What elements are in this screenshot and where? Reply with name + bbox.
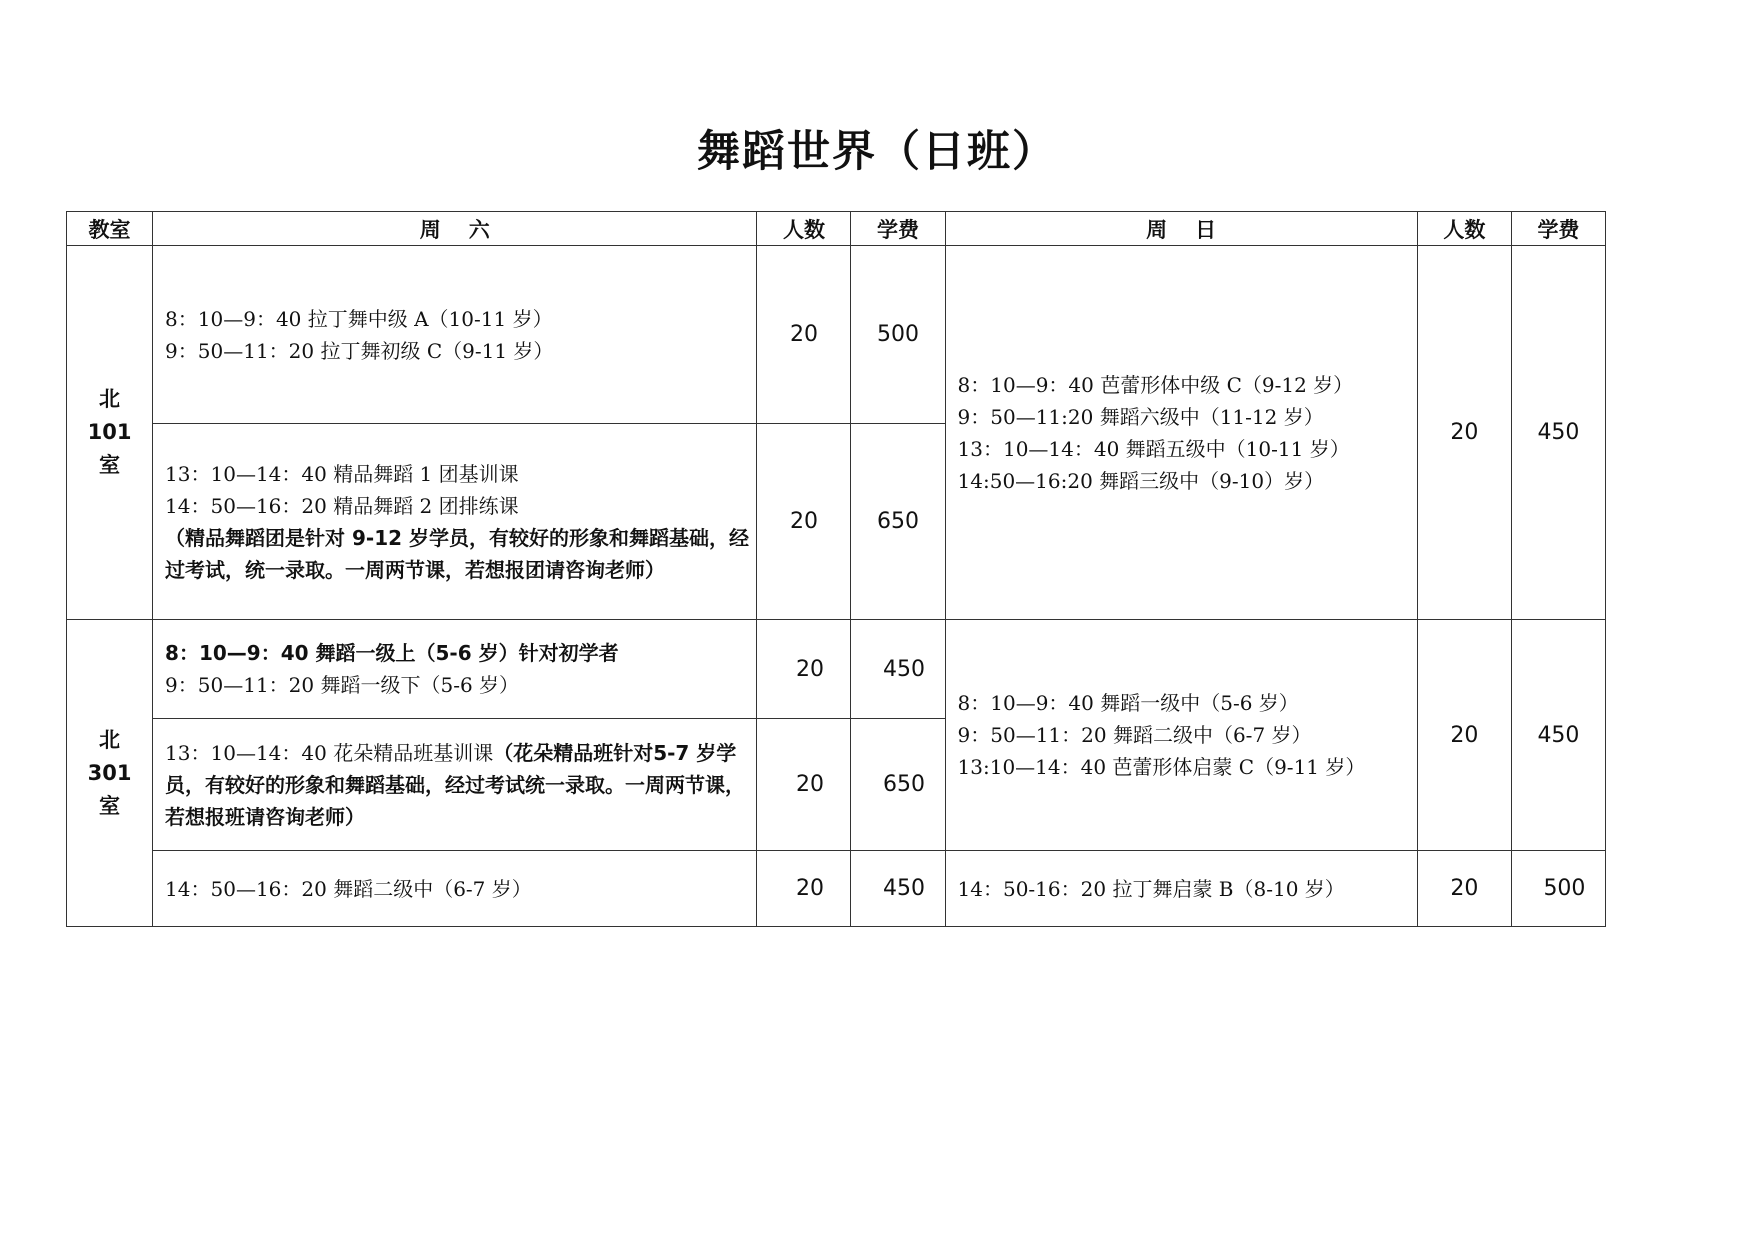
fee-cell: 450 xyxy=(1511,620,1605,851)
fee-cell: 650 xyxy=(851,719,945,851)
count-cell: 20 xyxy=(757,620,851,719)
table-row xyxy=(67,620,1606,719)
class-note: （精品舞蹈团是针对 9-12 岁学员，有较好的形象和舞蹈基础，经过考试，统一录取。一周两节课，若想报团请咨询老师） xyxy=(165,525,750,582)
sunday-class-cell: 14：50-16：20 拉丁舞启蒙 B（8-10 岁） xyxy=(945,851,1417,927)
fee-cell: 450 xyxy=(851,851,945,927)
count-cell: 20 xyxy=(757,424,851,620)
schedule-table xyxy=(66,211,1606,927)
header-sunday: 周日 xyxy=(945,212,1417,246)
count-cell: 20 xyxy=(1417,851,1511,927)
header-count-saturday: 人数 xyxy=(757,212,851,246)
class-note: （花朵精品班针对5-7 岁学员，有较好的形象和舞蹈基础，经过考试统一录取。一周两节课，若想报班请咨询老师） xyxy=(165,740,746,829)
saturday-class-cell: 8：10—9：40 拉丁舞中级 A（10-11 岁） 9：50—11：20 拉丁舞初级 C（9-11 岁） xyxy=(153,246,757,424)
fee-cell: 450 xyxy=(1511,246,1605,620)
header-saturday: 周六 xyxy=(153,212,757,246)
saturday-class-cell: 13：10—14：40 花朵精品班基训课（花朵精品班针对5-7 岁学员，有较好的形象和舞蹈基础，经过考试统一录取。一周两节课，若想报班请咨询老师） xyxy=(153,719,757,851)
sunday-class-cell: 8：10—9：40 舞蹈一级中（5-6 岁） 9：50—11：20 舞蹈二级中（6-7 岁） 13:10—14：40 芭蕾形体启蒙 C（9-11 岁） xyxy=(945,620,1417,851)
table-row xyxy=(67,851,1606,927)
room-cell-101: 北 101 室 xyxy=(67,246,153,620)
header-fee-sunday: 学费 xyxy=(1511,212,1605,246)
count-cell: 20 xyxy=(757,719,851,851)
count-cell: 20 xyxy=(757,246,851,424)
count-cell: 20 xyxy=(1417,246,1511,620)
fee-cell: 500 xyxy=(1511,851,1605,927)
page-title: 舞蹈世界（日班） xyxy=(697,127,1057,177)
saturday-class-cell: 13：10—14：40 精品舞蹈 1 团基训课 14：50—16：20 精品舞蹈 2 团排练课 （精品舞蹈团是针对 9-12 岁学员，有较好的形象和舞蹈基础，经过考试，统一录取。一周两节课，若想报团请咨询老师） xyxy=(153,424,757,620)
sunday-class-cell: 8：10—9：40 芭蕾形体中级 C（9-12 岁） 9：50—11:20 舞蹈六级中（11-12 岁） 13：10—14：40 舞蹈五级中（10-11 岁） 14:50—16:20 舞蹈三级中（9-10）岁） xyxy=(945,246,1417,620)
fee-cell: 450 xyxy=(851,620,945,719)
header-count-sunday: 人数 xyxy=(1417,212,1511,246)
count-cell: 20 xyxy=(757,851,851,927)
room-cell-301: 北 301 室 xyxy=(67,620,153,927)
header-fee-saturday: 学费 xyxy=(851,212,945,246)
fee-cell: 500 xyxy=(851,246,945,424)
header-row xyxy=(67,212,1606,246)
saturday-class-cell: 14：50—16：20 舞蹈二级中（6-7 岁） xyxy=(153,851,757,927)
saturday-class-cell: 8：10—9：40 舞蹈一级上（5-6 岁）针对初学者 9：50—11：20 舞蹈一级下（5-6 岁） xyxy=(153,620,757,719)
header-room: 教室 xyxy=(67,212,153,246)
table-row xyxy=(67,246,1606,424)
count-cell: 20 xyxy=(1417,620,1511,851)
fee-cell: 650 xyxy=(851,424,945,620)
